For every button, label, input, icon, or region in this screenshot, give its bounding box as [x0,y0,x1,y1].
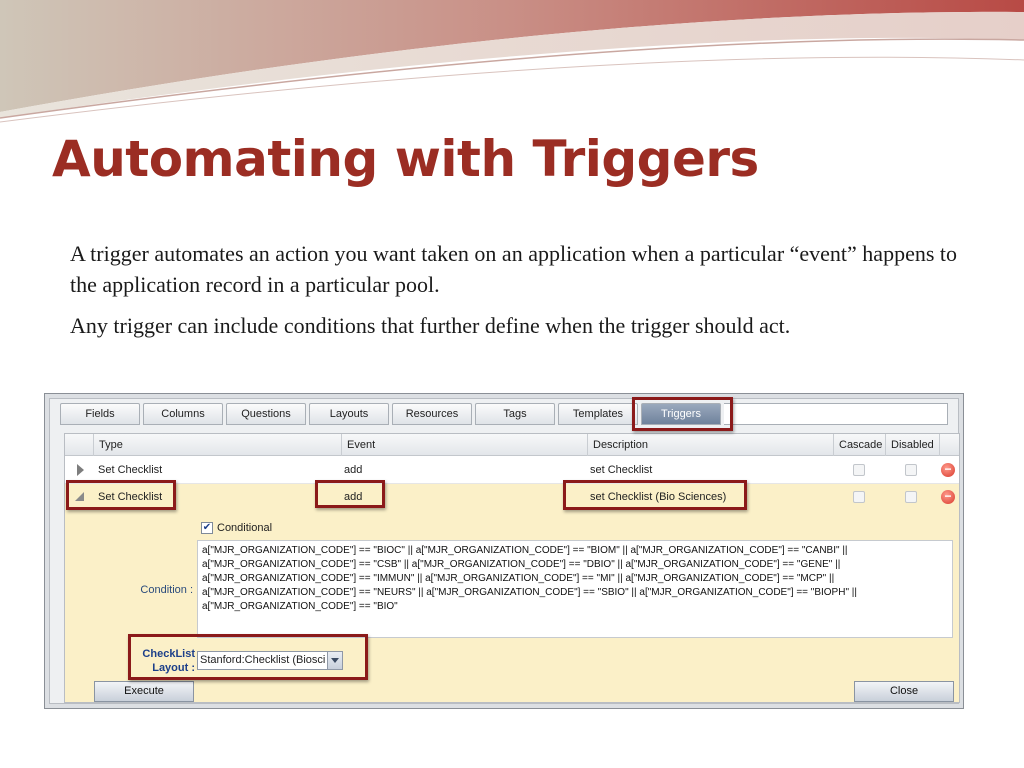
close-button[interactable]: Close [854,681,954,702]
checklist-layout-select[interactable] [197,651,343,670]
header-disabled[interactable]: Disabled [885,434,939,456]
tab-columns[interactable]: Columns [143,403,223,425]
condition-textarea[interactable] [197,540,953,638]
table-row[interactable] [65,457,959,484]
checklist-layout-value: Stanford:Checklist (Biosci [200,654,326,666]
delete-icon[interactable]: − [941,490,955,504]
tab-bar-filler [724,403,948,425]
body-paragraph-2: Any trigger can include conditions that further define when the trigger should act. [70,313,791,338]
condition-label: Condition : [140,584,193,596]
header-description[interactable]: Description [587,434,833,456]
tab-triggers[interactable]: Triggers [641,403,721,425]
row-type: Set Checklist [98,491,163,503]
app-panel [49,398,959,704]
header-actions [939,434,961,456]
row-description: set Checklist [590,464,653,476]
table-row-selected[interactable] [65,484,959,511]
row-description: set Checklist (Bio Sciences) [590,491,727,503]
condition-line: a["MJR_ORGANIZATION_CODE"] == "IMMUN" || a["MJR_ORGANIZATION_CODE"] == "MI" || a["MJR_ORGANIZATION_CODE"] == "MCP" || [202,573,835,584]
row-event: add [344,464,363,476]
slide-title: Automating with Triggers [52,130,759,188]
tab-layouts[interactable]: Layouts [309,403,389,425]
condition-line: a["MJR_ORGANIZATION_CODE"] == "NEURS" || a["MJR_ORGANIZATION_CODE"] == "SBIO" || a["MJR_ORGANIZATION_CODE"] == "BIOPH" || [202,587,857,598]
tab-tags[interactable]: Tags [475,403,555,425]
header-cascade[interactable]: Cascade [833,434,885,456]
slide-body [70,238,970,351]
execute-button[interactable]: Execute [94,681,194,702]
header-event[interactable]: Event [341,434,587,456]
triggers-screenshot [44,393,964,709]
tab-templates[interactable]: Templates [558,403,638,425]
expand-arrow-icon[interactable] [77,464,84,476]
header-type[interactable]: Type [93,434,341,456]
checklist-layout-label [125,647,195,675]
checklist-layout-label-line2: Layout : [152,662,195,674]
chevron-down-icon[interactable] [327,652,342,669]
cascade-checkbox[interactable] [853,491,865,503]
conditional-checkbox[interactable]: ✔ [202,522,212,533]
tab-fields[interactable]: Fields [60,403,140,425]
row-type: Set Checklist [98,464,163,476]
disabled-checkbox[interactable] [905,464,917,476]
disabled-checkbox[interactable] [905,491,917,503]
delete-icon[interactable]: − [941,463,955,477]
row-event: add [344,491,363,503]
body-paragraph-1: A trigger automates an action you want taken on an application when a particular “event” happens to the application record in a particular pool. [70,241,958,297]
trigger-detail-panel [65,511,959,702]
cascade-checkbox[interactable] [853,464,865,476]
checklist-layout-label-line1: CheckList [142,648,195,660]
tab-questions[interactable]: Questions [226,403,306,425]
condition-line: a["MJR_ORGANIZATION_CODE"] == "CSB" || a["MJR_ORGANIZATION_CODE"] == "DBIO" || a["MJR_ORGANIZATION_CODE"] == "GENE" || [202,559,841,570]
tab-bar [60,403,948,427]
collapse-arrow-icon[interactable] [75,492,84,501]
grid-header [65,434,959,456]
triggers-grid [64,433,960,703]
tab-resources[interactable]: Resources [392,403,472,425]
conditional-label: Conditional [217,522,273,534]
decorative-swoosh [0,0,1024,125]
condition-line: a["MJR_ORGANIZATION_CODE"] == "BIOC" || a["MJR_ORGANIZATION_CODE"] == "BIOM" || a["MJR_ORGANIZATION_CODE"] == "CANBI" || [202,545,848,556]
condition-line: a["MJR_ORGANIZATION_CODE"] == "BIO" [202,601,398,612]
